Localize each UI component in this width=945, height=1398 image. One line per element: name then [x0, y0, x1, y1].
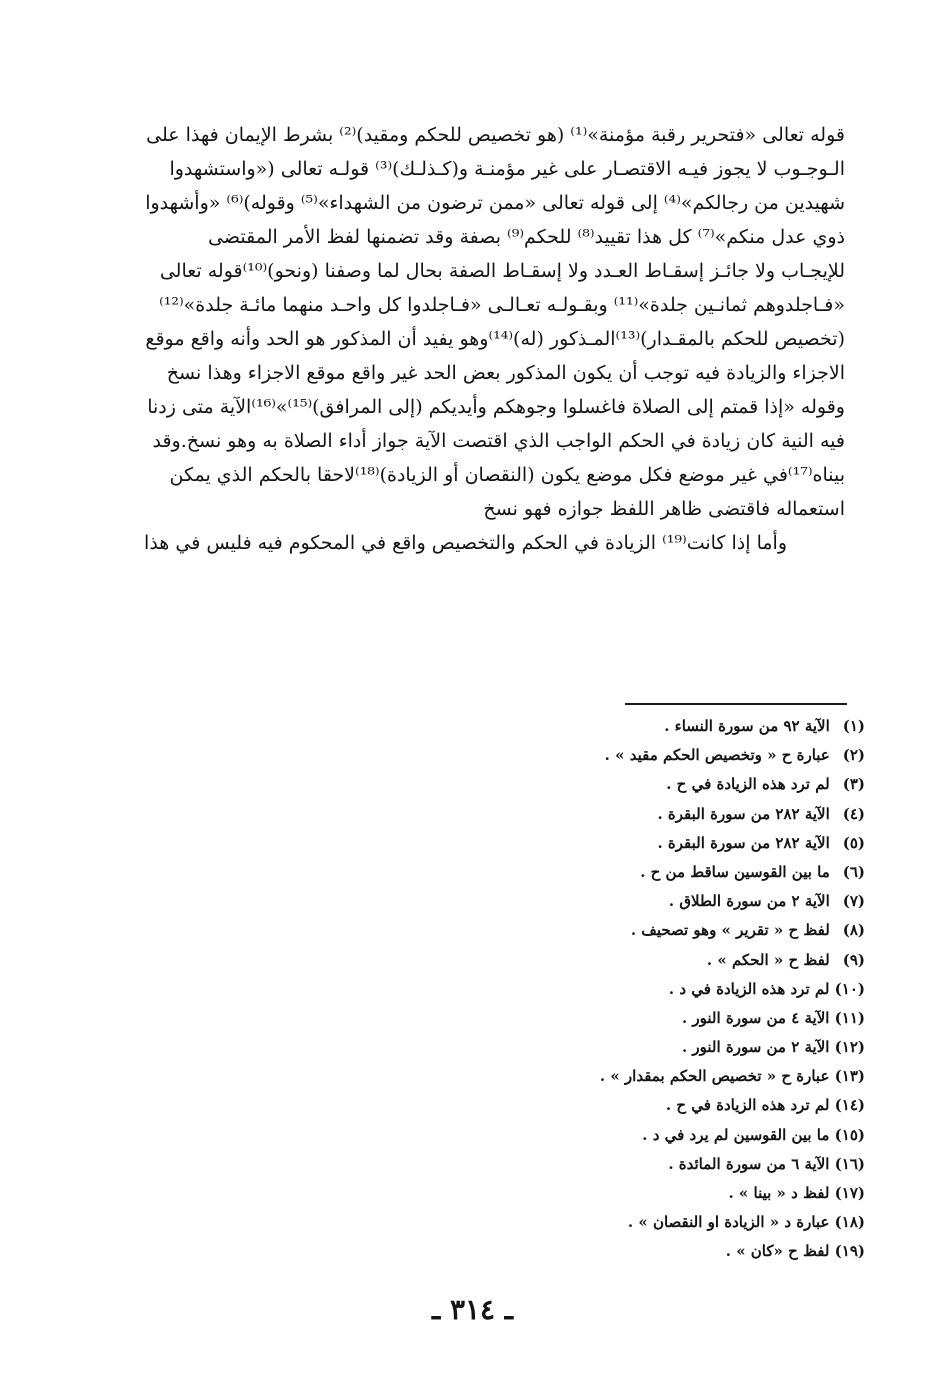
footnote-text: الآية ٢٨٢ من سورة البقرة .	[657, 833, 830, 852]
footnote-separator	[625, 703, 847, 705]
footnote-text: لم ترد هذه الزيادة في ح .	[666, 775, 830, 794]
footnote-item	[420, 712, 865, 741]
footnote-text: لفظ ح «كان » .	[725, 1242, 830, 1261]
footnote-number: (٢)	[842, 746, 865, 765]
footnote-item	[420, 1033, 865, 1062]
text-line: للإيجـاب ولا جائـز إسقـاط العـدد ولا إسقـاط الصفة بحال لما وصفنا (ونحو)⁽¹⁰⁾قوله تعالى	[159, 260, 845, 282]
footnote-item	[420, 975, 865, 1004]
footnote-number: (١)	[842, 717, 865, 735]
text-line: فيه النية كان زيادة في الحكم الواجب الذي اقتصت الآية جواز أداء الصلاة به وهو نسخ.وقد	[152, 430, 845, 452]
footnote-text: الآية ٢ من سورة الطلاق .	[668, 892, 830, 911]
footnote-number: (١٣)	[834, 1067, 865, 1086]
footnote-item	[420, 916, 865, 945]
footnote-item	[420, 1091, 865, 1120]
footnote-number: (٧)	[842, 892, 865, 911]
footnote-number: (٩)	[842, 950, 865, 969]
footnote-number: (١٤)	[834, 1096, 865, 1115]
footnote-text: لفظ د « بينا » .	[728, 1184, 830, 1202]
footnote-item	[420, 1179, 865, 1208]
main-text	[100, 118, 845, 560]
footnote-text: ما بين القوسين لم يرد في د .	[642, 1125, 830, 1144]
footnote-number: (٦)	[842, 862, 865, 881]
footnote-item	[420, 887, 865, 916]
footnote-text: عبارة ح « وتخصيص الحكم مقيد » .	[604, 746, 830, 765]
footnote-number: (١٢)	[834, 1038, 865, 1057]
footnote-item	[420, 1062, 865, 1091]
text-line: (تخصيص للحكم بالمقـدار)⁽¹³⁾المـذكور (له)⁽¹⁴⁾وهو يفيد أن المذكور هو الحد وأنه واقع موقع	[145, 328, 845, 350]
footnote-item	[420, 1004, 865, 1033]
footnote-text: لم ترد هذه الزيادة في د .	[668, 979, 830, 998]
footnote-text: لفظ ح « تقرير » وهو تصحيف .	[630, 921, 830, 940]
text-line: شهيدين من رجالكم»⁽⁴⁾ إلى قوله تعالى «ممن ترضون من الشهداء»⁽⁵⁾ وقوله)⁽⁶⁾ «وأشهدوا	[145, 192, 845, 214]
text-line: وأما إذا كانت⁽¹⁹⁾ الزيادة في الحكم والتخصيص واقع في المحكوم فيه فليس في هذا	[144, 532, 787, 554]
footnote-number: (١٦)	[834, 1154, 865, 1173]
text-line: قوله تعالى «فتحرير رقبة مؤمنة»⁽¹⁾ (هو تخصيص للحكم ومقيد)⁽²⁾ بشرط الإيمان فهذا على	[146, 124, 845, 146]
footnote-text: الآية ٢ من سورة النور .	[681, 1038, 830, 1057]
text-line: ذوي عدل منكم»⁽⁷⁾ كل هذا تقييد⁽⁸⁾ للحكم⁽⁹⁾ بصفة وقد تضمنها لفظ الأمر المقتضى	[208, 226, 845, 248]
footnote-item	[420, 741, 865, 770]
text-line: وقوله «إذا قمتم إلى الصلاة فاغسلوا وجوهكم وأيديكم (إلى المرافق)⁽¹⁵⁾»⁽¹⁶⁾الآية متى زدنا	[147, 396, 845, 418]
footnote-text: لفظ ح « الحكم » .	[706, 950, 830, 969]
text-line: «فـاجلدوهم ثمانـين جلدة»⁽¹¹⁾ وبقـولـه تعـالـى «فـاجلدوا كل واحـد منهما مائـة جلدة»⁽¹²⁾	[159, 294, 845, 316]
footnote-item	[420, 829, 865, 858]
footnote-text: لم ترد هذه الزيادة في ح .	[665, 1096, 830, 1115]
footnote-item	[420, 1150, 865, 1179]
footnote-number: (٨)	[842, 921, 865, 940]
footnote-item	[420, 1121, 865, 1150]
text-line: الاجزاء والزيادة فيه توجب أن يكون المذكور بعض الحد غير واقع موقع الاجزاء وهذا نسخ	[166, 362, 845, 384]
footnote-number: (١٨)	[834, 1213, 865, 1232]
footnote-item	[420, 770, 865, 799]
footnote-item	[420, 1237, 865, 1266]
text-line: بيناه⁽¹⁷⁾في غير موضع فكل موضع يكون (النقصان أو الزيادة)⁽¹⁸⁾لاحقا بالحكم الذي يمكن	[169, 464, 845, 486]
footnote-number: (١٧)	[834, 1184, 865, 1202]
footnote-item	[420, 800, 865, 829]
footnote-item	[420, 1208, 865, 1237]
page-number: ـ ٣١٤ ـ	[431, 1293, 514, 1326]
footnote-text: ما بين القوسين ساقط من ح .	[640, 862, 830, 881]
footnote-number: (١٥)	[834, 1125, 865, 1144]
footnote-number: (٤)	[842, 804, 865, 823]
footnote-number: (٣)	[842, 775, 865, 794]
footnote-number: (٥)	[842, 833, 865, 852]
footnote-item	[420, 946, 865, 975]
footnote-number: (١٠)	[834, 979, 865, 998]
footnote-text: الآية ٤ من سورة النور .	[681, 1008, 830, 1027]
footnote-text: الآية ٦ من سورة المائدة .	[668, 1154, 830, 1173]
text-line: استعماله فاقتضى ظاهر اللفظ جوازه فهو نسخ	[483, 498, 845, 520]
footnote-text: الآية ٢٨٢ من سورة البقرة .	[657, 804, 830, 823]
footnote-number: (١٩)	[834, 1242, 865, 1261]
text-line: الـوجـوب لا يجوز فيـه الاقتصـار على غير مؤمنـة و(كـذلـك)⁽³⁾ قولـه تعالى («واستشهدوا	[169, 158, 845, 180]
footnote-text: الآية ٩٢ من سورة النساء .	[664, 717, 830, 735]
footnote-item	[420, 858, 865, 887]
footnote-text: عبارة ح « تخصيص الحكم بمقدار » .	[599, 1067, 830, 1086]
footnote-text: عبارة د « الزيادة او النقصان » .	[627, 1213, 830, 1232]
footnotes	[420, 712, 865, 1267]
footnote-number: (١١)	[834, 1008, 865, 1027]
